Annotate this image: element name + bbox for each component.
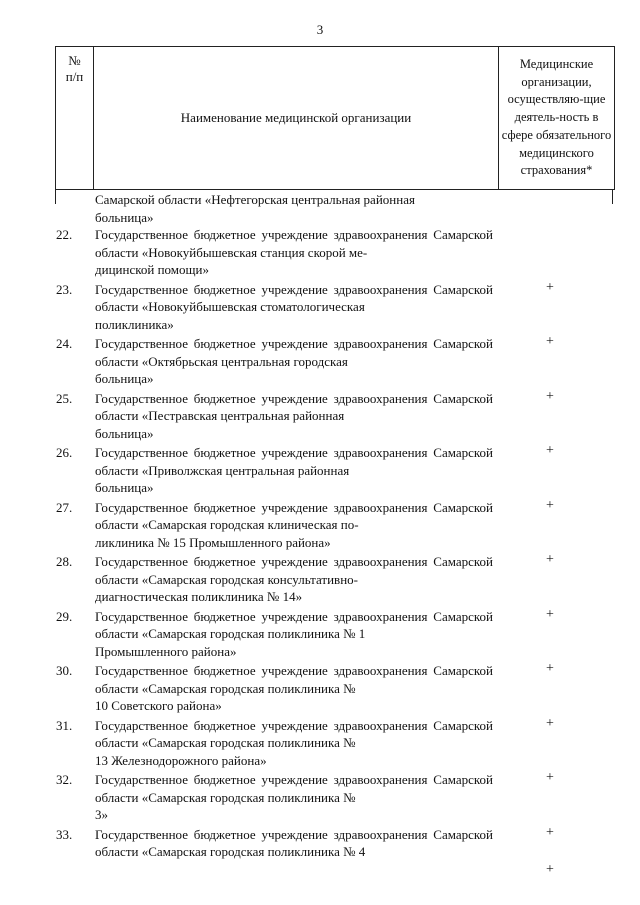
column-header-name-label: Наименование медицинской организации: [180, 110, 412, 125]
oms-flag: +: [546, 279, 554, 295]
oms-flag: +: [546, 334, 554, 349]
row-number: 28.: [56, 554, 73, 569]
row-number: 33.: [56, 826, 73, 842]
organization-name: Государственное бюджетное учреждение здравоохранения Самарской области «Пестравская центральная районная больница»: [95, 390, 493, 441]
organization-name: Государственное бюджетное учреждение здравоохранения Самарской области «Приволжская центральная районная больница»: [95, 445, 493, 495]
row-number: 25.: [56, 390, 73, 406]
list-item: [0, 826, 640, 877]
organization-name: Государственное бюджетное учреждение здравоохранения Самарской области «Новокуйбышевская станция скорой ме- дицинской помощи»: [95, 227, 493, 277]
organization-name: Государственное бюджетное учреждение здравоохранения Самарской области «Самарская городская поликлиника № 13 Железнодорожного района»: [95, 717, 493, 768]
organization-name: Государственное бюджетное учреждение здравоохранения Самарской области «Самарская городская клиническая по- ликлиника № 15 Промышленного района»: [95, 499, 493, 550]
table-header: [55, 46, 615, 190]
page-number: 3: [316, 22, 324, 37]
column-header-number-label: № п/п: [65, 53, 84, 84]
oms-flag: +: [546, 388, 554, 404]
organization-name: Государственное бюджетное учреждение здравоохранения Самарской области «Самарская городская поликлиника № 1 Промышленного района»: [95, 608, 493, 659]
oms-flag: +: [546, 824, 554, 840]
row-number: 32.: [56, 772, 73, 787]
continuation-text: Самарской области «Нефтегорская центральная районная больница»: [95, 192, 415, 225]
column-header-name: [94, 47, 499, 190]
list-item-continuation: [0, 191, 640, 226]
row-number: 27.: [56, 499, 73, 515]
row-number: 23.: [56, 281, 73, 297]
row-number: 26.: [56, 445, 73, 460]
oms-flag: +: [546, 443, 554, 458]
oms-flag: +: [546, 661, 554, 676]
organization-name: Государственное бюджетное учреждение здравоохранения Самарской области «Самарская городская поликлиника № 3»: [95, 772, 493, 822]
row-container: [0, 226, 640, 877]
row-number: 29.: [56, 608, 73, 624]
column-header-number: [56, 47, 94, 190]
column-header-oms-flag: [499, 47, 615, 190]
oms-flag: +: [546, 770, 554, 785]
oms-flag: +: [546, 715, 554, 731]
oms-flag: +: [546, 552, 554, 567]
row-number: 24.: [56, 336, 73, 351]
oms-flag: +: [546, 861, 554, 877]
column-header-oms-label: Медицинские организации, осуществляю-щие деятель-ность в сфере обязательного медицинского страхования*: [501, 56, 612, 178]
organization-name: Государственное бюджетное учреждение здравоохранения Самарской области «Самарская городская консультативно- диагностическая поликлиника № 14»: [95, 554, 493, 604]
organization-name: Государственное бюджетное учреждение здравоохранения Самарской области «Самарская городская поликлиника № 4: [95, 826, 493, 859]
organization-name: Государственное бюджетное учреждение здравоохранения Самарской области «Октябрьская центральная городская больница»: [95, 336, 493, 386]
row-number: 22.: [56, 227, 73, 242]
row-number: 31.: [56, 717, 73, 733]
oms-flag: +: [546, 497, 554, 513]
row-number: 30.: [56, 663, 73, 678]
oms-flag: +: [546, 606, 554, 622]
organization-list: [0, 190, 640, 877]
organization-name: Государственное бюджетное учреждение здравоохранения Самарской области «Новокуйбышевская стоматологическая поликлиника»: [95, 281, 493, 332]
organization-name: Государственное бюджетное учреждение здравоохранения Самарской области «Самарская городская поликлиника № 10 Советского района»: [95, 663, 493, 713]
